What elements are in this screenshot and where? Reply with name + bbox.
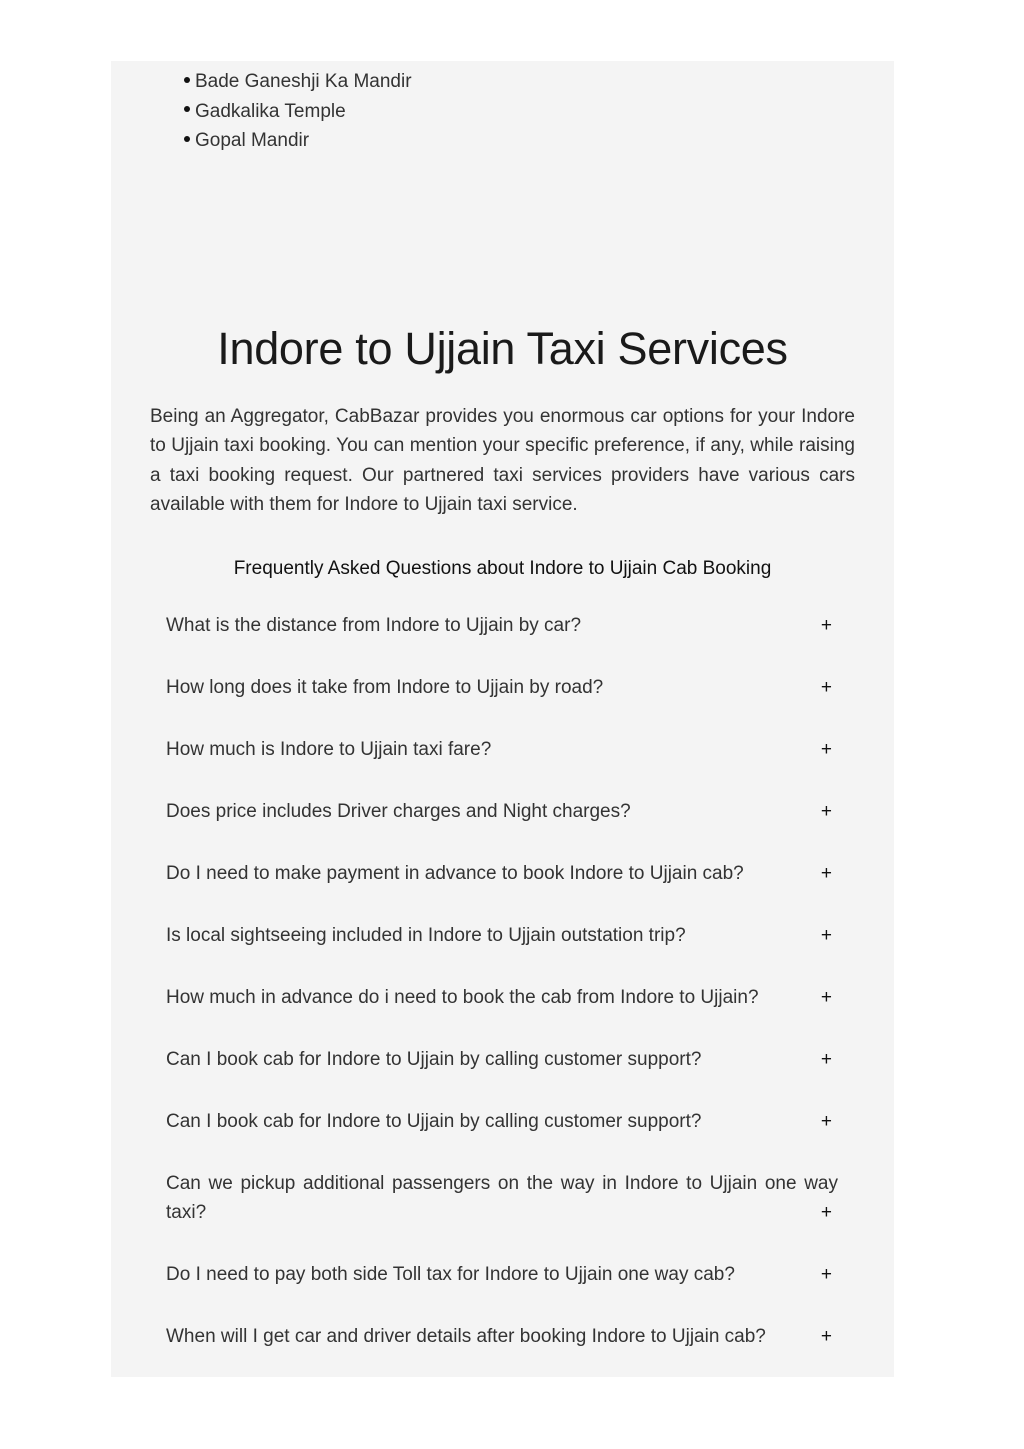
expand-plus-icon[interactable]: + [820, 1326, 832, 1347]
expand-plus-icon[interactable]: + [820, 677, 832, 698]
expand-plus-icon[interactable]: + [820, 1202, 832, 1224]
expand-plus-icon[interactable]: + [820, 739, 832, 760]
faq-question: How much in advance do i need to book the cab from Indore to Ujjain? [166, 987, 759, 1008]
faq-question: What is the distance from Indore to Ujjain by car? [166, 615, 582, 636]
faq-question: Do I need to pay both side Toll tax for Indore to Ujjain one way cab? [166, 1264, 735, 1285]
expand-plus-icon[interactable]: + [820, 1049, 832, 1070]
faq-question: Can I book cab for Indore to Ujjain by calling customer support? [166, 1049, 702, 1070]
faq-question: Is local sightseeing included in Indore to Ujjain outstation trip? [166, 925, 686, 946]
attractions-list [184, 67, 412, 156]
list-item [184, 126, 412, 156]
expand-plus-icon[interactable]: + [820, 801, 832, 822]
faq-item[interactable] [166, 921, 838, 950]
expand-plus-icon[interactable]: + [820, 615, 832, 636]
faq-question: Can we pickup additional passengers on the way in Indore to Ujjain one way taxi? [166, 1173, 838, 1224]
faq-item[interactable] [166, 1260, 838, 1289]
bullet-icon [184, 77, 190, 83]
content-panel [111, 61, 894, 1377]
expand-plus-icon[interactable]: + [820, 925, 832, 946]
attraction-label: Gopal Mandir [195, 130, 310, 151]
faq-item[interactable] [166, 797, 838, 826]
faq-heading: Frequently Asked Questions about Indore to Ujjain Cab Booking [233, 558, 772, 579]
faq-item[interactable] [166, 1169, 838, 1228]
page-title: Indore to Ujjain Taxi Services [217, 323, 788, 374]
faq-item[interactable] [166, 673, 838, 702]
expand-plus-icon[interactable]: + [820, 863, 832, 884]
faq-question: How long does it take from Indore to Ujjain by road? [166, 677, 604, 698]
faq-question: When will I get car and driver details after booking Indore to Ujjain cab? [166, 1326, 766, 1347]
expand-plus-icon[interactable]: + [820, 987, 832, 1008]
faq-item[interactable] [166, 1045, 838, 1074]
expand-plus-icon[interactable]: + [820, 1111, 832, 1132]
faq-item[interactable] [166, 1107, 838, 1136]
intro-paragraph: Being an Aggregator, CabBazar provides you enormous car options for your Indore to Ujjain taxi booking. You can mention your specific preference, if any, while raising a taxi booking request. Our partnered taxi services providers have various cars available with them for Indore to Ujjain taxi service. [150, 406, 855, 515]
list-item [184, 67, 412, 97]
attraction-label: Bade Ganeshji Ka Mandir [195, 71, 412, 92]
faq-question: How much is Indore to Ujjain taxi fare? [166, 739, 492, 760]
list-item [184, 97, 412, 127]
attraction-label: Gadkalika Temple [195, 100, 346, 122]
faq-question: Do I need to make payment in advance to book Indore to Ujjain cab? [166, 863, 744, 884]
faq-item[interactable] [166, 611, 838, 640]
expand-plus-icon[interactable]: + [820, 1264, 832, 1285]
bullet-icon [184, 106, 190, 112]
bullet-icon [184, 136, 190, 142]
faq-item[interactable] [166, 983, 838, 1012]
faq-item[interactable] [166, 859, 838, 888]
faq-question: Does price includes Driver charges and Night charges? [166, 801, 631, 822]
faq-item[interactable] [166, 735, 838, 764]
faq-item[interactable] [166, 1322, 838, 1351]
faq-question: Can I book cab for Indore to Ujjain by calling customer support? [166, 1111, 702, 1132]
